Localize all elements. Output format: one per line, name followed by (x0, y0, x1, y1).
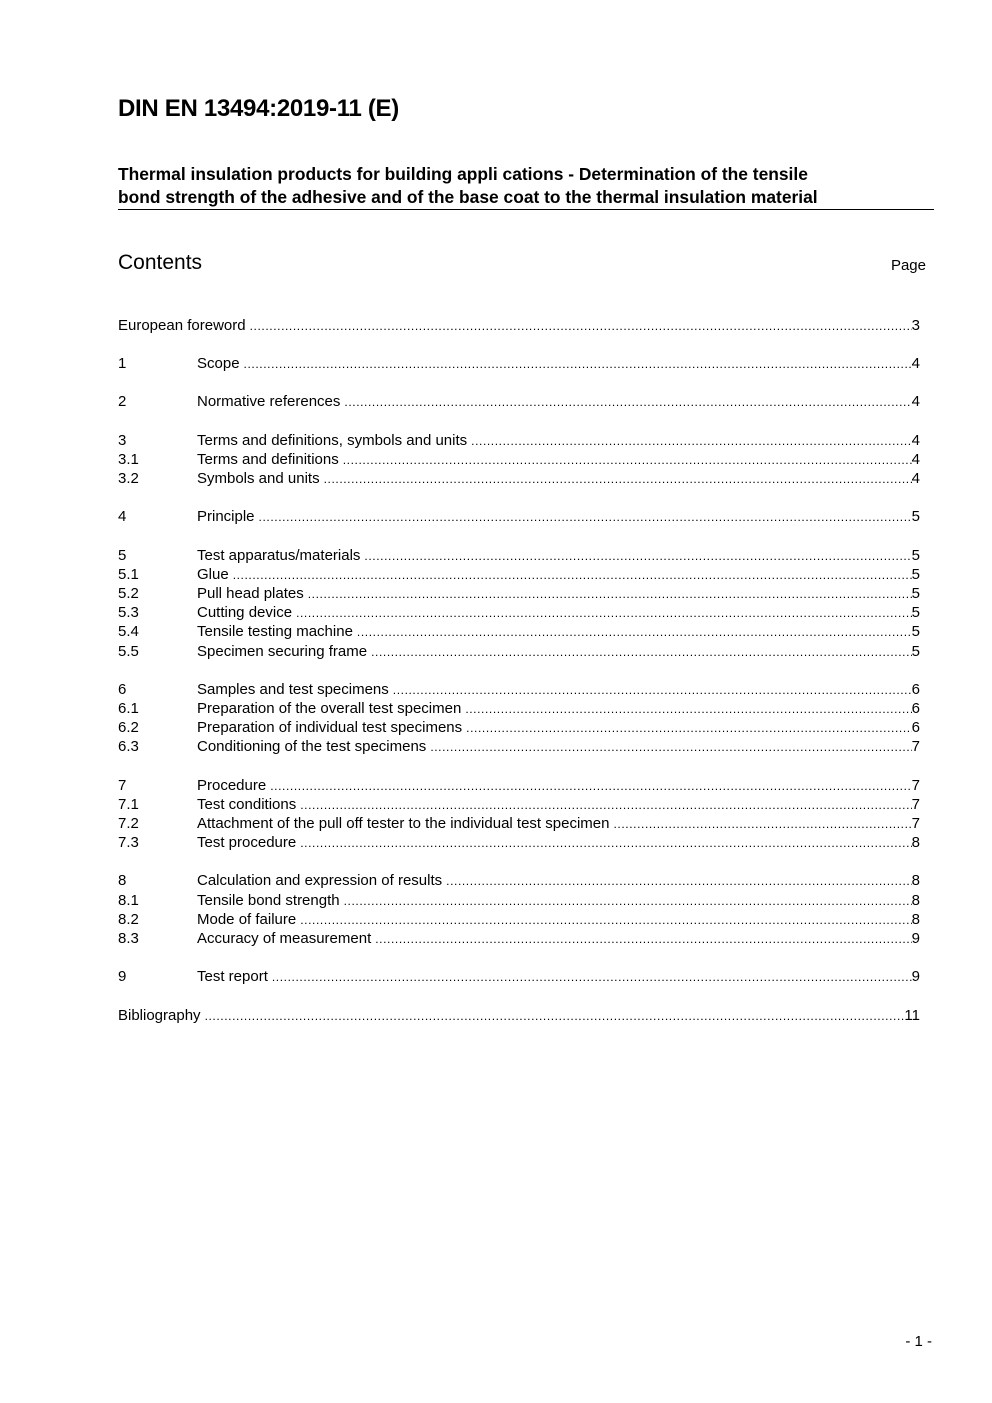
toc-leader-dots (344, 393, 911, 412)
toc-number: 2 (118, 393, 127, 410)
toc-entry-6-2[interactable] (118, 718, 920, 737)
toc-leader-dots (375, 930, 911, 949)
toc-entry-5[interactable] (118, 546, 920, 565)
toc-leader-dots (357, 623, 912, 642)
toc-title: Test report (197, 968, 268, 985)
page-column-label: Page (890, 257, 926, 274)
contents-heading: Contents (118, 251, 203, 274)
toc-entry-6-1[interactable] (118, 699, 920, 718)
toc-leader-dots (393, 681, 912, 700)
toc-page-number: 11 (904, 1007, 920, 1024)
document-title-line-1: Thermal insulation products for building appli cations - Determination of the tensile (118, 164, 808, 184)
toc-entry-5-1[interactable] (118, 565, 920, 584)
toc-title: Bibliography (118, 1007, 201, 1024)
toc-number: 6.3 (118, 738, 139, 755)
toc-entry-6-3[interactable] (118, 737, 920, 756)
toc-leader-dots (244, 355, 912, 374)
toc-leader-dots (344, 892, 912, 911)
toc-number: 5.4 (118, 623, 139, 640)
toc-leader-dots (324, 470, 912, 489)
toc-entry-7[interactable] (118, 776, 920, 795)
toc-leader-dots (250, 317, 912, 336)
toc-title: Tensile bond strength (197, 892, 340, 909)
toc-title: Cutting device (197, 604, 293, 621)
toc-title: Test conditions (197, 796, 297, 813)
toc-leader-dots (371, 643, 912, 662)
toc-title: Procedure (197, 777, 267, 794)
toc-leader-dots (308, 585, 912, 604)
toc-entry-3-1[interactable] (118, 450, 920, 469)
toc-number: 4 (118, 508, 127, 525)
toc-title: Specimen securing frame (197, 643, 368, 660)
toc-number: 7.3 (118, 834, 139, 851)
document-id: DIN EN 13494:2019-11 (E) (118, 95, 399, 122)
toc-entry-3-2[interactable] (118, 469, 920, 488)
toc-entry-7-2[interactable] (118, 814, 920, 833)
toc-leader-dots (466, 719, 912, 738)
toc-number: 5.5 (118, 643, 139, 660)
toc-title: Terms and definitions, symbols and units (197, 432, 468, 449)
toc-page-number: 9 (911, 968, 920, 985)
toc-page-number: 5 (911, 643, 920, 660)
toc-page-number: 8 (911, 834, 920, 851)
toc-title: European foreword (118, 317, 246, 334)
toc-leader-dots (272, 968, 912, 987)
toc-title: Accuracy of measurement (197, 930, 372, 947)
toc-number: 7.1 (118, 796, 139, 813)
toc-number: 5.2 (118, 585, 139, 602)
toc-page-number: 4 (911, 451, 920, 468)
toc-entry-5-4[interactable] (118, 622, 920, 641)
toc-page-number: 8 (911, 892, 920, 909)
toc-leader-dots (430, 738, 911, 757)
toc-number: 8 (118, 872, 127, 889)
toc-number: 8.3 (118, 930, 139, 947)
toc-title: Principle (197, 508, 255, 525)
toc-page-number: 4 (911, 393, 920, 410)
toc-entry-2[interactable] (118, 392, 920, 411)
toc-number: 1 (118, 355, 127, 372)
toc-page-number: 5 (911, 508, 920, 525)
toc-title: Glue (197, 566, 229, 583)
toc-leader-dots (471, 432, 912, 451)
toc-number: 9 (118, 968, 127, 985)
toc-leader-dots (300, 911, 911, 930)
toc-entry-5-2[interactable] (118, 584, 920, 603)
toc-page-number: 6 (911, 719, 920, 736)
toc-page-number: 4 (911, 470, 920, 487)
toc-title: Conditioning of the test specimens (197, 738, 427, 755)
toc-title: Symbols and units (197, 470, 320, 487)
toc-number: 6 (118, 681, 127, 698)
toc-title: Preparation of individual test specimens (197, 719, 463, 736)
toc-leader-dots (364, 547, 911, 566)
toc-title: Tensile testing machine (197, 623, 353, 640)
toc-number: 5.3 (118, 604, 139, 621)
toc-page-number: 5 (911, 566, 920, 583)
toc-entry-1[interactable] (118, 354, 920, 373)
toc-leader-dots (205, 1007, 905, 1026)
page-number: - 1 - (905, 1333, 932, 1350)
toc-page-number: 5 (911, 604, 920, 621)
toc-title: Test procedure (197, 834, 297, 851)
toc-entry-8-3[interactable] (118, 929, 920, 948)
toc-title: Calculation and expression of results (197, 872, 443, 889)
toc-number: 8.1 (118, 892, 139, 909)
toc-entry-8-1[interactable] (118, 891, 920, 910)
toc-number: 3.2 (118, 470, 139, 487)
toc-entry-5-5[interactable] (118, 642, 920, 661)
toc-entry-6[interactable] (118, 680, 920, 699)
toc-page-number: 3 (911, 317, 920, 334)
toc-title: Attachment of the pull off tester to the individual test specimen (197, 815, 610, 832)
toc-number: 7 (118, 777, 127, 794)
toc-entry-7-3[interactable] (118, 833, 920, 852)
toc-title: Test apparatus/materials (197, 547, 361, 564)
toc-page-number: 4 (911, 355, 920, 372)
toc-title: Mode of failure (197, 911, 297, 928)
toc-page-number: 7 (911, 796, 920, 813)
toc-entry-9[interactable] (118, 967, 920, 986)
toc-leader-dots (233, 566, 912, 585)
toc-entry-bibliography[interactable] (118, 1006, 920, 1025)
toc-title: Pull head plates (197, 585, 304, 602)
toc-entry-8-2[interactable] (118, 910, 920, 929)
toc-leader-dots (270, 777, 911, 796)
toc-title: Terms and definitions (197, 451, 339, 468)
toc-page-number: 7 (911, 815, 920, 832)
toc-leader-dots (613, 815, 911, 834)
toc-number: 6.1 (118, 700, 139, 717)
toc-leader-dots (446, 872, 912, 891)
toc-page-number: 4 (911, 432, 920, 449)
toc-number: 6.2 (118, 719, 139, 736)
toc-title: Scope (197, 355, 240, 372)
toc-number: 3 (118, 432, 127, 449)
toc-number: 7.2 (118, 815, 139, 832)
toc-entry-7-1[interactable] (118, 795, 920, 814)
toc-entry-5-3[interactable] (118, 603, 920, 622)
toc-page-number: 8 (911, 872, 920, 889)
toc-leader-dots (343, 451, 912, 470)
toc-page-number: 7 (911, 777, 920, 794)
toc-page-number: 8 (911, 911, 920, 928)
toc-leader-dots (296, 604, 912, 623)
toc-entry-foreword[interactable] (118, 316, 920, 335)
toc-leader-dots (300, 834, 911, 853)
toc-page-number: 6 (911, 700, 920, 717)
toc-number: 3.1 (118, 451, 139, 468)
toc-page-number: 6 (911, 681, 920, 698)
toc-title: Normative references (197, 393, 341, 410)
toc-page-number: 9 (911, 930, 920, 947)
toc-title: Preparation of the overall test specimen (197, 700, 462, 717)
toc-number: 5 (118, 547, 127, 564)
document-title (118, 163, 934, 210)
toc-leader-dots (465, 700, 911, 719)
toc-leader-dots (300, 796, 911, 815)
toc-page-number: 5 (911, 547, 920, 564)
toc-title: Samples and test specimens (197, 681, 389, 698)
document-title-line-2: bond strength of the adhesive and of the base coat to the thermal insulation material (118, 187, 818, 207)
toc-entry-4[interactable] (118, 507, 920, 526)
toc-page-number: 5 (911, 623, 920, 640)
toc-page-number: 5 (911, 585, 920, 602)
toc-number: 5.1 (118, 566, 139, 583)
toc-entry-8[interactable] (118, 871, 920, 890)
toc-entry-3[interactable] (118, 431, 920, 450)
toc-number: 8.2 (118, 911, 139, 928)
toc-page-number: 7 (911, 738, 920, 755)
toc-leader-dots (259, 508, 912, 527)
